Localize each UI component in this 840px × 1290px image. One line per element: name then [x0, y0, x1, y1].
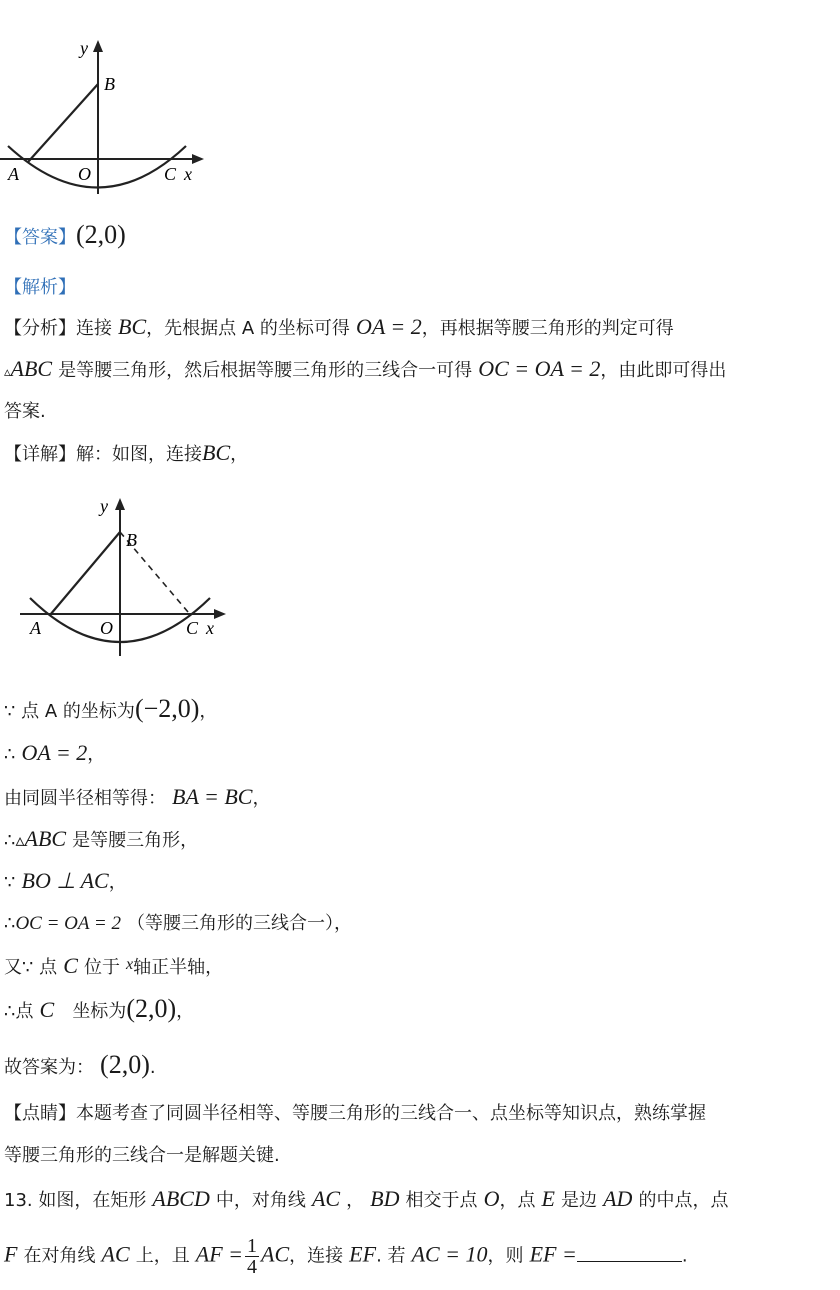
step-2 — [4, 740, 105, 768]
math: F — [4, 1241, 18, 1267]
question-13-line-2 — [4, 1236, 688, 1277]
math: x — [126, 956, 134, 973]
therefore-symbol: ∴ — [4, 913, 16, 934]
text: 坐标为 — [72, 1001, 127, 1022]
answer-blank[interactable] — [577, 1243, 682, 1262]
analysis-line-2 — [4, 356, 726, 386]
math: ABC — [24, 826, 67, 851]
label-o: O — [78, 164, 91, 184]
text: ，由此即可得出 — [600, 360, 727, 381]
text: 本题考查了同圆半径相等、等腰三角形的三线合一、点坐标等知识点，熟练掌握 — [76, 1103, 706, 1124]
question-13-line-1 — [4, 1186, 728, 1214]
analysis-header — [4, 274, 76, 301]
text: （等腰三角形的三线合一）， — [127, 913, 353, 934]
math: AC — [261, 1241, 290, 1267]
text: 位于 — [83, 957, 120, 978]
math: BC — [202, 440, 231, 465]
step-4 — [4, 826, 198, 854]
fraction-numerator: 1 — [247, 1235, 257, 1257]
math: AF = — [195, 1241, 243, 1267]
x-axis-arrow — [214, 609, 226, 619]
step-6 — [4, 910, 352, 937]
detail-line — [4, 440, 248, 468]
math: OA = 2 — [21, 740, 88, 765]
parabola-figure-1 — [0, 34, 220, 194]
text: . 若 — [376, 1245, 406, 1267]
y-axis-arrow — [93, 40, 103, 52]
math: BC — [118, 314, 147, 339]
step-8 — [4, 996, 194, 1025]
text: ，则 — [487, 1245, 524, 1267]
text: ，连接 — [289, 1245, 344, 1267]
text: 中，对角线 — [215, 1190, 306, 1211]
text: 上，且 — [135, 1245, 190, 1267]
text: . — [149, 1057, 156, 1078]
math: BD — [370, 1186, 400, 1211]
text: ， — [108, 872, 127, 893]
math: ABCD — [152, 1186, 210, 1211]
step-1 — [4, 696, 217, 725]
label-o: O — [100, 618, 113, 638]
detail-tag: 【详解】 — [4, 444, 76, 465]
answer-tag: 【答案】 — [4, 227, 76, 248]
label-x: x — [206, 618, 214, 638]
step-9 — [4, 1052, 156, 1081]
math: (2,0) — [100, 1050, 150, 1079]
math: AC — [311, 1186, 341, 1211]
label-b: B — [104, 74, 115, 94]
label-b: B — [126, 530, 137, 550]
math: OC = OA = 2 — [478, 356, 601, 381]
math: EF — [349, 1241, 377, 1267]
remark-tag: 【点睛】 — [4, 1103, 76, 1124]
step-3 — [4, 784, 270, 812]
label-x: x — [184, 164, 192, 184]
math: AC = 10 — [411, 1241, 488, 1267]
math: EF = — [529, 1241, 577, 1267]
text: ∴点 — [4, 1001, 34, 1022]
text: ， — [176, 1001, 195, 1022]
math: BA = BC — [172, 784, 253, 809]
remark-line-2 — [4, 1142, 280, 1169]
text: ，点 — [499, 1190, 536, 1211]
math: AC — [101, 1241, 130, 1267]
analysis-line-3 — [4, 398, 46, 425]
step-5 — [4, 868, 127, 896]
math: AD — [603, 1186, 633, 1211]
text: 等腰三角形的三线合一是解题关键. — [4, 1145, 280, 1166]
math: ABC — [10, 356, 53, 381]
text: 是等腰三角形，然后根据等腰三角形的三线合一可得 — [58, 360, 473, 381]
text: ，先根据点 A 的坐标可得 — [146, 318, 350, 339]
because-symbol: ∵ — [4, 872, 16, 893]
text: 故答案为： — [4, 1057, 94, 1078]
text: 连接 — [76, 318, 112, 339]
label-a: A — [30, 618, 41, 638]
text: 答案. — [4, 401, 46, 422]
text: ，再根据等腰三角形的判定可得 — [421, 318, 674, 339]
x-axis-arrow — [192, 154, 204, 164]
text: ， — [230, 444, 249, 465]
remark-line-1 — [4, 1100, 706, 1127]
text: ， — [87, 744, 106, 765]
math: C — [39, 997, 55, 1022]
text: . — [681, 1245, 688, 1267]
text: 的中点，点 — [638, 1190, 729, 1211]
math: (−2,0) — [134, 694, 200, 723]
fraction-denominator: 4 — [247, 1256, 257, 1278]
text: ， — [252, 788, 271, 809]
math: BO ⊥ AC — [21, 868, 109, 893]
text: 13. 如图，在矩形 — [4, 1190, 147, 1211]
text: 相交于点 — [405, 1190, 478, 1211]
label-c: C — [164, 164, 177, 184]
text: ， — [199, 701, 218, 722]
label-c: C — [186, 618, 199, 638]
y-axis-arrow — [115, 498, 125, 510]
analysis-header-tag: 【解析】 — [4, 277, 76, 298]
text: 由同圆半径相等得： — [4, 788, 166, 809]
step-7 — [4, 952, 223, 981]
answer-line — [4, 222, 126, 251]
therefore-symbol: ∴ — [4, 744, 16, 765]
text: 是等腰三角形， — [72, 830, 199, 851]
text: 又∵ 点 — [4, 957, 58, 978]
fraction-one-quarter — [245, 1236, 259, 1277]
label-a: A — [8, 164, 19, 184]
text: 轴正半轴， — [133, 957, 224, 978]
text: ， — [346, 1190, 365, 1211]
math: OA = 2 — [355, 314, 422, 339]
text: 解：如图，连接 — [76, 444, 202, 465]
math: O — [483, 1186, 500, 1211]
analysis-tag: 【分析】 — [4, 318, 76, 339]
text: 是边 — [561, 1190, 598, 1211]
math: (2,0) — [126, 994, 177, 1023]
parabola-figure-2 — [20, 490, 240, 660]
answer-value: (2,0) — [76, 220, 126, 249]
math: E — [541, 1186, 555, 1211]
label-y: y — [80, 38, 88, 58]
text: 在对角线 — [23, 1245, 96, 1267]
math: C — [63, 953, 78, 978]
therefore-symbol: ∴▵ — [4, 830, 25, 851]
text: ∵ 点 A 的坐标为 — [4, 701, 135, 722]
triangle-symbol: ▵ — [4, 365, 11, 380]
label-y: y — [100, 496, 108, 516]
analysis-line-1 — [4, 314, 674, 342]
segment-ab — [28, 84, 98, 162]
math: OC = OA = 2 — [15, 913, 121, 934]
segment-ab — [50, 532, 120, 615]
